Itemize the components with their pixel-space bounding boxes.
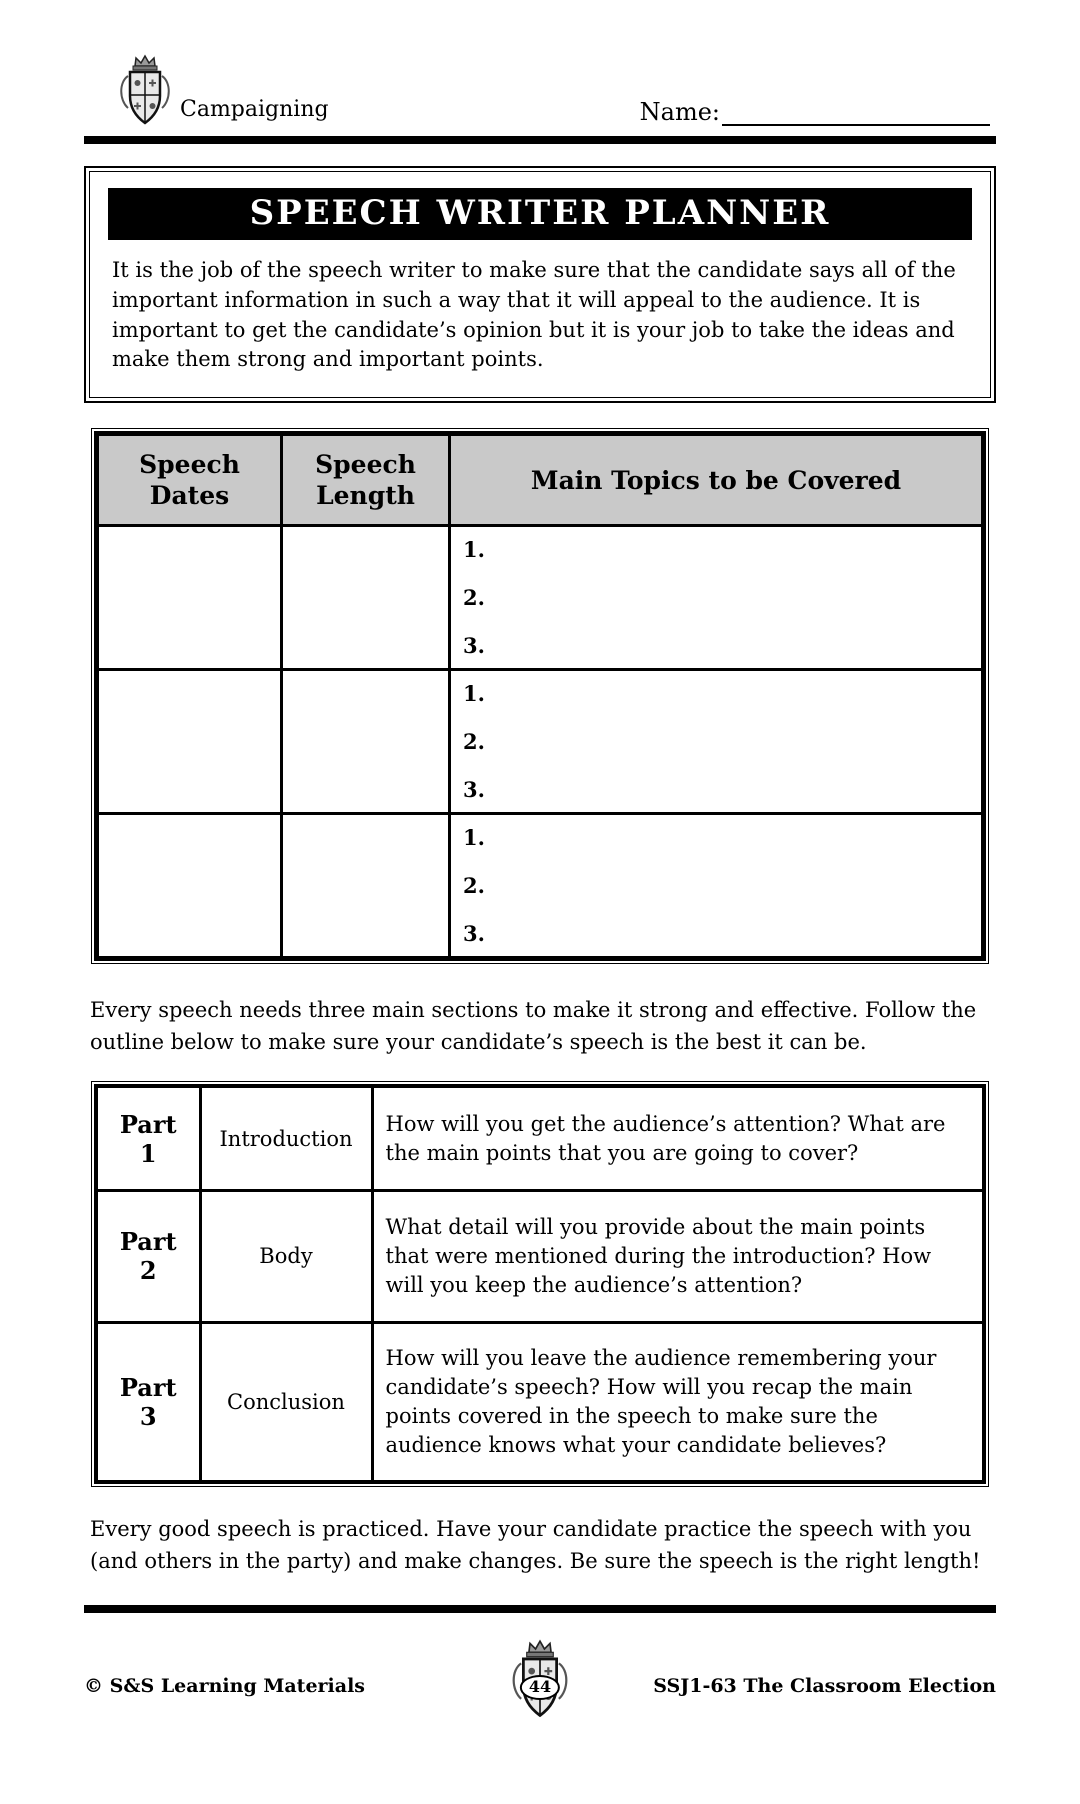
topics-cell: [450, 814, 984, 959]
topic-number: 3.: [463, 633, 485, 659]
product-code: SSJ1-63 The Classroom Election: [653, 1675, 996, 1698]
section-label: Conclusion: [200, 1322, 372, 1482]
speech-date-cell: [97, 670, 282, 814]
crest-icon: [118, 54, 172, 128]
divider-bottom: [84, 1605, 996, 1613]
page-footer: [84, 1639, 996, 1749]
speech-table-header-row: [97, 434, 984, 526]
title-box-inner: [89, 171, 991, 398]
topic-number: 2.: [463, 873, 485, 899]
topic-number: 1.: [463, 537, 485, 563]
table-row: [97, 814, 984, 959]
part-label: Part 2: [96, 1190, 200, 1322]
section-description: What detail will you provide about the main points that were mentioned during the introduction? How will you keep the audience’s attention?: [372, 1190, 984, 1322]
part-label: Part 3: [96, 1322, 200, 1482]
speech-date-cell: [97, 526, 282, 670]
page-header: [84, 54, 996, 128]
section-label: Body: [200, 1190, 372, 1322]
topic-number: 3.: [463, 921, 485, 947]
brand: [118, 54, 329, 128]
topic-number: 2.: [463, 729, 485, 755]
name-area: [640, 98, 990, 128]
topic-number: 3.: [463, 777, 485, 803]
speech-length-cell: [282, 526, 450, 670]
page-title: SPEECH WRITER PLANNER: [108, 188, 972, 240]
section-description: How will you leave the audience remembering your candidate’s speech? How will you recap the main points covered in the speech to make sure the audience knows what your candidate believes?: [372, 1322, 984, 1482]
speech-date-cell: [97, 814, 282, 959]
topics-cell: [450, 526, 984, 670]
speech-length-cell: [282, 814, 450, 959]
topics-cell: [450, 670, 984, 814]
header-main-topics: Main Topics to be Covered: [450, 434, 984, 526]
speech-table-wrap: [94, 431, 986, 961]
header-speech-length: Speech Length: [282, 434, 450, 526]
practice-note: Every good speech is practiced. Have your candidate practice the speech with you (and others in the party) and make changes. Be sure the speech is the right length!: [90, 1517, 981, 1573]
table-row: [96, 1086, 984, 1190]
header-speech-dates: Speech Dates: [97, 434, 282, 526]
copyright-text: © S&S Learning Materials: [84, 1675, 366, 1698]
table-row: [96, 1322, 984, 1482]
section-label: Introduction: [200, 1086, 372, 1190]
topic-number: 2.: [463, 585, 485, 611]
intro-paragraph: It is the job of the speech writer to make sure that the candidate says all of the important information in such a way that it will appeal to the audience. It is important to get the candidate’s opinion but it is your job to take the ideas and make them strong and important points.: [112, 258, 956, 372]
page-number: 44: [520, 1675, 560, 1700]
section-description: How will you get the audience’s attention? What are the main points that you are going to cover?: [372, 1086, 984, 1190]
table-row: [97, 670, 984, 814]
name-blank-line: [722, 100, 990, 126]
topic-number: 1.: [463, 681, 485, 707]
table-row: [96, 1190, 984, 1322]
speech-table: [94, 431, 986, 961]
title-box: [84, 166, 996, 403]
topic-number: 1.: [463, 825, 485, 851]
parts-table: [94, 1084, 986, 1484]
divider-top: [84, 136, 996, 144]
speech-length-cell: [282, 670, 450, 814]
name-label: Name:: [639, 98, 720, 126]
part-label: Part 1: [96, 1086, 200, 1190]
sections-note: Every speech needs three main sections to make it strong and effective. Follow the outline below to make sure your candidate’s speech is the best it can be.: [90, 998, 977, 1054]
category-label: Campaigning: [180, 97, 329, 122]
parts-table-wrap: [94, 1084, 986, 1484]
table-row: [97, 526, 984, 670]
